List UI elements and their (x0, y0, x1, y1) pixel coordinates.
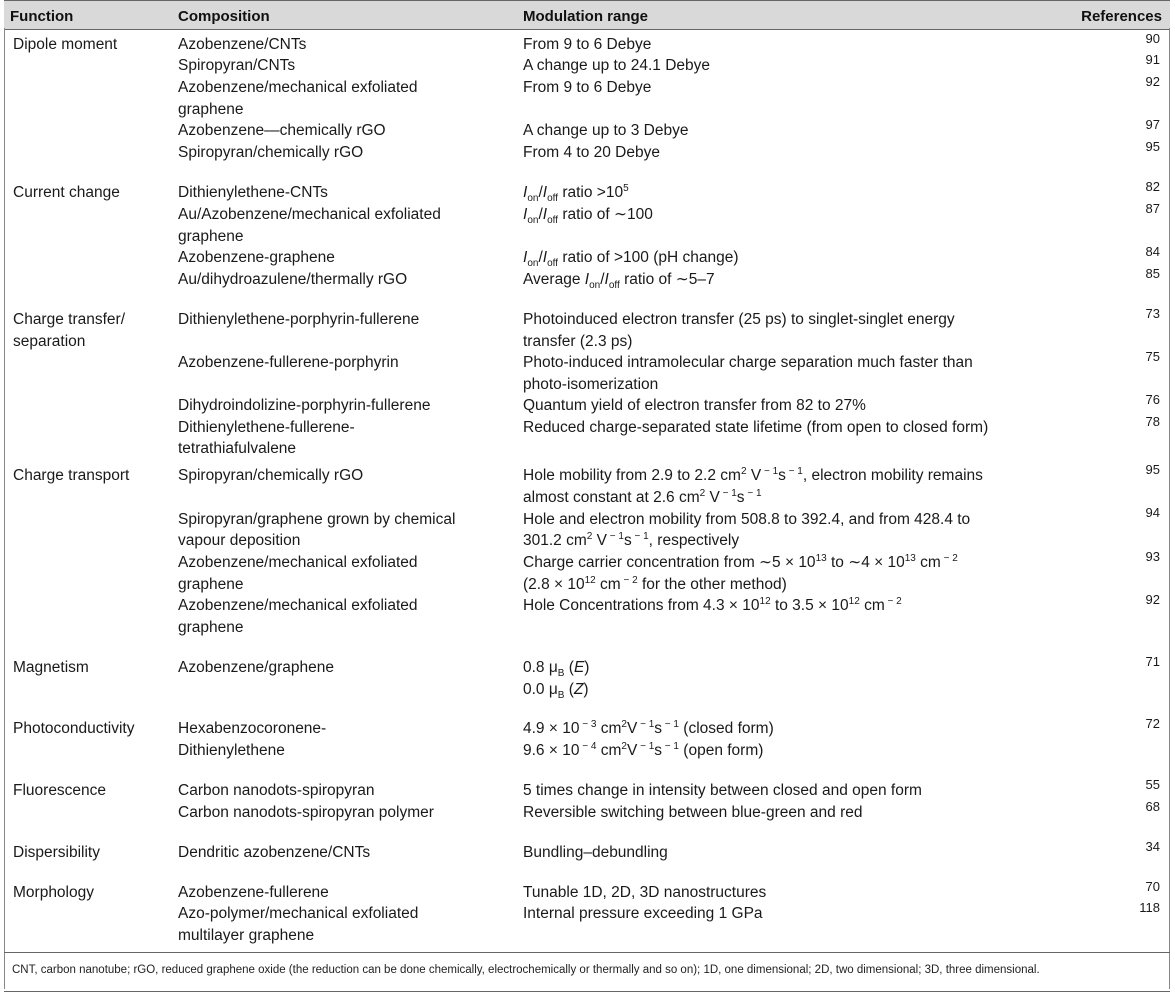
modulation-cell: From 9 to 6 Debye (523, 36, 652, 53)
reference-cell: 70 (1145, 879, 1160, 894)
modulation-cell: A change up to 3 Debye (523, 122, 689, 139)
composition-cell: Azobenzene-fullerene (178, 884, 329, 901)
function-label: Morphology (13, 884, 94, 901)
reference-cell: 73 (1145, 306, 1160, 321)
modulation-cell: $I_{on}/I_{off}$ ratio of ∼100 (523, 206, 653, 227)
composition-cell: Azobenzene-fullerene-porphyrin (178, 354, 399, 371)
composition-cell: graphene (178, 228, 244, 245)
reference-cell: 118 (1139, 900, 1160, 915)
function-label: Magnetism (13, 659, 89, 676)
reference-cell: 94 (1145, 505, 1160, 520)
header-references: References (1081, 8, 1162, 25)
modulation-cell: 9.6 × 10 $^{- 4}$ $cm^2V$ $^{- 1}$s $^{- 1}$ (open form) (523, 740, 764, 759)
modulation-cell: 0.8 $\mu_B$ (E) (523, 659, 590, 680)
composition-cell: Hexabenzocoronene- (178, 720, 327, 737)
function-label: Charge transfer/ (13, 311, 125, 328)
function-label: separation (13, 333, 86, 350)
reference-cell: 85 (1145, 266, 1160, 281)
modulation-cell: Quantum yield of electron transfer from 82 to 27% (523, 397, 866, 414)
composition-cell: Azo-polymer/mechanical exfoliated (178, 905, 419, 922)
modulation-cell: Average $I_{on}/I_{off}$ ratio of ∼5–7 (523, 271, 715, 292)
table-footnote (4, 952, 1170, 992)
composition-cell: vapour deposition (178, 532, 301, 549)
composition-cell: Azobenzene/mechanical exfoliated (178, 79, 418, 96)
modulation-cell: Hole Concentrations from $4.3 \times 10^{12}$ to $3.5 \times 10^{12}$ cm $^{- 2}$ (523, 595, 902, 614)
modulation-cell: 4.9 × 10 $^{- 3}$ $cm^2V$ $^{- 1}$s $^{- 1}$ (closed form) (523, 718, 774, 737)
reference-cell: 95 (1145, 462, 1160, 477)
reference-cell: 93 (1145, 549, 1160, 564)
modulation-cell: almost constant at 2.6 $cm^2$ V $^{- 1}$s $^{- 1}$ (523, 487, 762, 506)
modulation-cell: Charge carrier concentration from ∼5 × $10^{13}$ to ∼4 × $10^{13}$ cm $^{- 2}$ (523, 552, 958, 571)
data-table (4, 0, 1170, 995)
header-function: Function (10, 8, 74, 25)
reference-cell: 92 (1145, 74, 1160, 89)
composition-cell: Dendritic azobenzene/CNTs (178, 844, 371, 861)
modulation-cell: From 9 to 6 Debye (523, 79, 652, 96)
modulation-cell: Photo-induced intramolecular charge separation much faster than (523, 354, 973, 371)
reference-cell: 84 (1145, 244, 1160, 259)
composition-cell: Azobenzene/mechanical exfoliated (178, 597, 418, 614)
composition-cell: Dithienylethene-fullerene- (178, 419, 355, 436)
composition-cell: Spiropyran/chemically rGO (178, 467, 364, 484)
composition-cell: Azobenzene/mechanical exfoliated (178, 554, 418, 571)
modulation-cell: 5 times change in intensity between closed and open form (523, 782, 922, 799)
modulation-cell: Photoinduced electron transfer (25 ps) to singlet-singlet energy (523, 311, 955, 328)
right-border (1169, 28, 1170, 989)
modulation-cell: $I_{on}/I_{off}$ ratio $>10^5$ (523, 182, 629, 205)
composition-cell: Spiropyran/CNTs (178, 57, 296, 74)
modulation-cell: Reduced charge-separated state lifetime (from open to closed form) (523, 419, 989, 436)
reference-cell: 92 (1145, 592, 1160, 607)
reference-cell: 78 (1145, 414, 1160, 429)
composition-cell: Azobenzene—chemically rGO (178, 122, 386, 139)
composition-cell: graphene (178, 101, 244, 118)
composition-cell: Azobenzene/CNTs (178, 36, 307, 53)
composition-cell: Dihydroindolizine-porphyrin-fullerene (178, 397, 431, 414)
header-modulation: Modulation range (523, 8, 648, 25)
reference-cell: 75 (1145, 349, 1160, 364)
modulation-cell: photo-isomerization (523, 376, 659, 393)
reference-cell: 71 (1145, 654, 1160, 669)
composition-cell: Carbon nanodots-spiropyran (178, 782, 375, 799)
reference-cell: 90 (1145, 31, 1160, 46)
function-label: Dipole moment (13, 36, 118, 53)
function-label: Charge transport (13, 467, 130, 484)
reference-cell: 55 (1145, 777, 1160, 792)
composition-cell: Spiropyran/chemically rGO (178, 144, 364, 161)
reference-cell: 68 (1145, 799, 1160, 814)
modulation-cell: Reversible switching between blue-green and red (523, 804, 863, 821)
modulation-cell: Internal pressure exceeding 1 GPa (523, 905, 763, 922)
composition-cell: Dithienylethene-porphyrin-fullerene (178, 311, 420, 328)
composition-cell: tetrathiafulvalene (178, 440, 297, 457)
header-composition: Composition (178, 8, 270, 25)
composition-cell: Au/Azobenzene/mechanical exfoliated (178, 206, 441, 223)
modulation-cell: A change up to 24.1 Debye (523, 57, 711, 74)
composition-cell: Dithienylethene-CNTs (178, 184, 328, 201)
reference-cell: 97 (1145, 117, 1160, 132)
footnote-text: CNT, carbon nanotube; rGO, reduced graphene oxide (the reduction can be done chemically, electrochemically or thermally and so on); 1D, one dimensional; 2D, two dimensional; 3D, three dimensional. (12, 964, 1040, 976)
modulation-cell: 0.0 $\mu_B$ (Z) (523, 681, 589, 702)
composition-cell: graphene (178, 576, 244, 593)
reference-cell: 87 (1145, 201, 1160, 216)
left-border (4, 28, 5, 989)
modulation-cell: $I_{on}/I_{off}$ ratio of >100 (pH change) (523, 249, 739, 270)
composition-cell: Azobenzene/graphene (178, 659, 334, 676)
composition-cell: Dithienylethene (178, 742, 285, 759)
function-label: Photoconductivity (13, 720, 135, 737)
composition-cell: multilayer graphene (178, 927, 315, 944)
modulation-cell: transfer (2.3 ps) (523, 333, 633, 350)
reference-cell: 95 (1145, 139, 1160, 154)
function-label: Current change (13, 184, 120, 201)
modulation-cell: ($2.8 \times 10^{12}$ cm $^{- 2}$ for the other method) (523, 574, 787, 593)
modulation-cell: Bundling–debundling (523, 844, 668, 861)
composition-cell: Carbon nanodots-spiropyran polymer (178, 804, 434, 821)
table-header (4, 0, 1170, 30)
modulation-cell: From 4 to 20 Debye (523, 144, 660, 161)
function-label: Fluorescence (13, 782, 107, 799)
reference-cell: 76 (1145, 392, 1160, 407)
reference-cell: 72 (1145, 716, 1160, 731)
reference-cell: 34 (1145, 839, 1160, 854)
modulation-cell: Hole and electron mobility from 508.8 to 392.4, and from 428.4 to (523, 511, 971, 528)
reference-cell: 91 (1145, 52, 1160, 67)
modulation-cell: Hole mobility from 2.9 to 2.2 $cm^2$ V $^{- 1}$s $^{- 1}$, electron mobility remains (523, 465, 983, 484)
reference-cell: 82 (1145, 179, 1160, 194)
composition-cell: graphene (178, 619, 244, 636)
modulation-cell: Tunable 1D, 2D, 3D nanostructures (523, 884, 767, 901)
composition-cell: Au/dihydroazulene/thermally rGO (178, 271, 408, 288)
modulation-cell: 301.2 $cm^2$ V $^{- 1}$s $^{- 1}$, respectively (523, 530, 740, 549)
composition-cell: Spiropyran/graphene grown by chemical (178, 511, 456, 528)
function-label: Dispersibility (13, 844, 100, 861)
composition-cell: Azobenzene-graphene (178, 249, 335, 266)
